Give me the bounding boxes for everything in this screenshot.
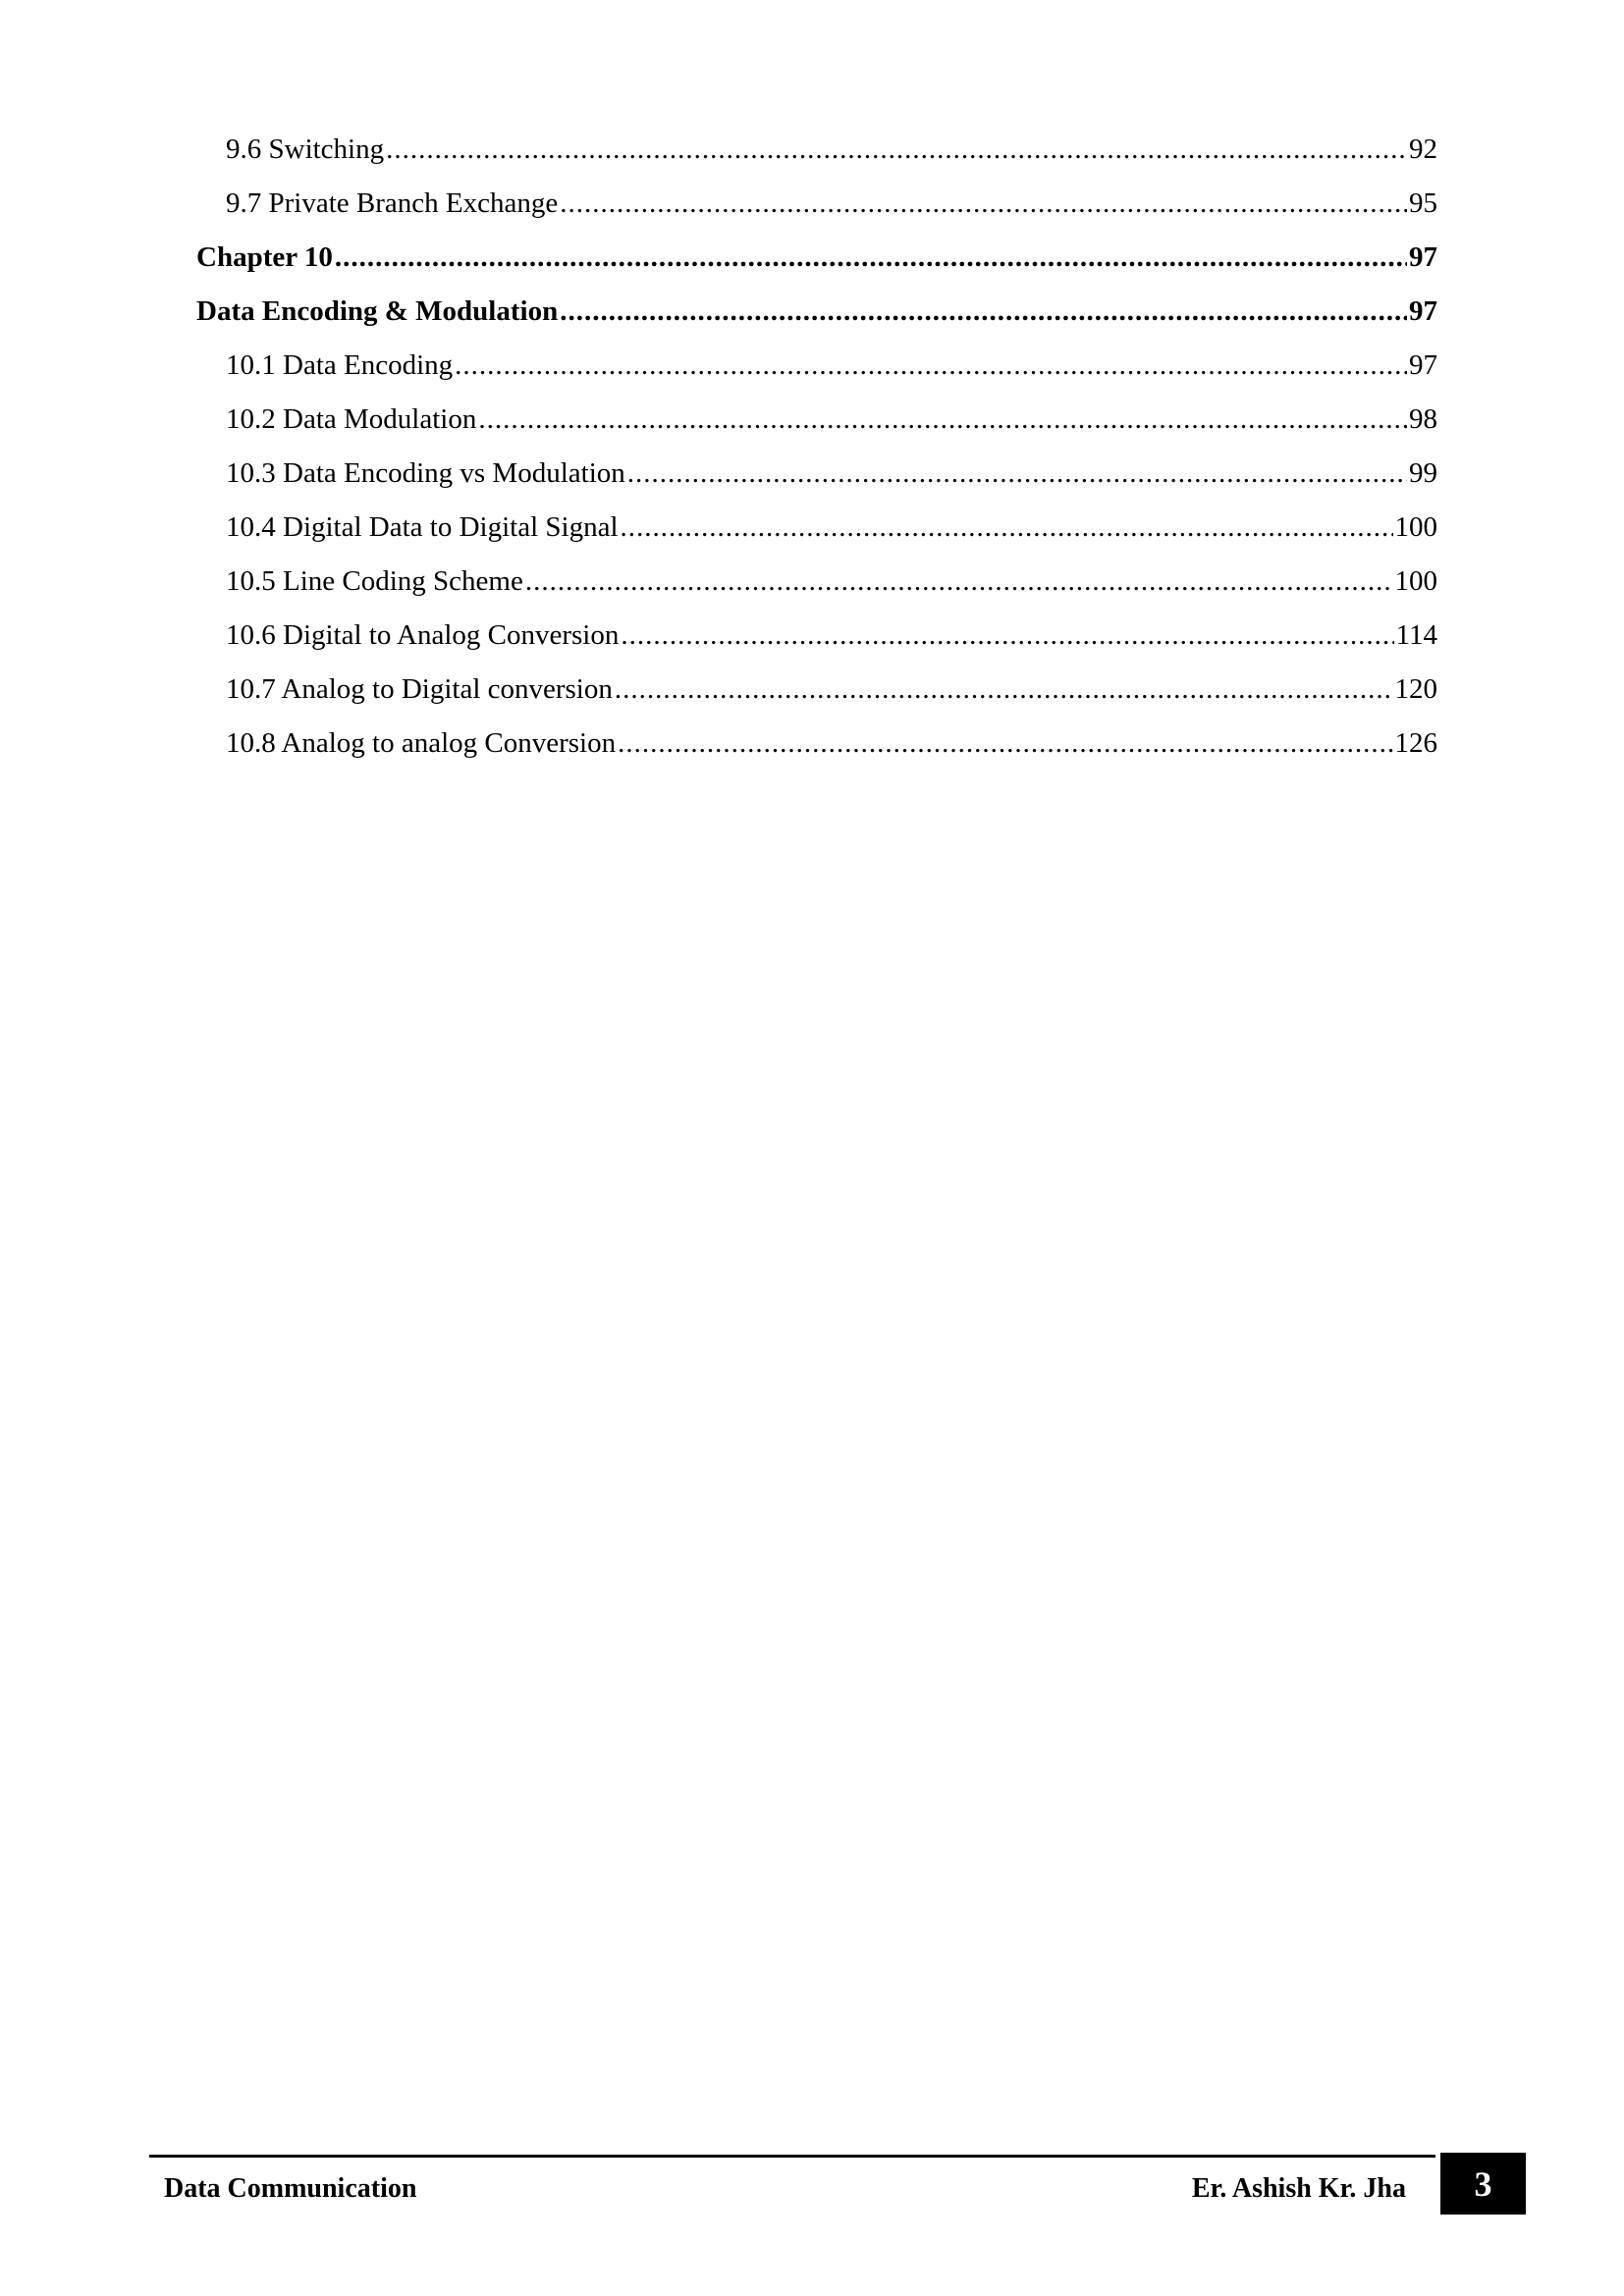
toc-entry-page: 100 bbox=[1394, 511, 1437, 543]
toc-leader-dots bbox=[478, 403, 1407, 436]
toc-entry-page: 114 bbox=[1395, 619, 1437, 651]
toc-entry-page: 120 bbox=[1394, 673, 1437, 705]
toc-entry[interactable] bbox=[196, 241, 1437, 295]
footer-divider bbox=[149, 2155, 1435, 2158]
toc-entry-title: Data Encoding & Modulation bbox=[196, 295, 559, 327]
toc-leader-dots bbox=[560, 187, 1407, 220]
table-of-contents bbox=[196, 133, 1437, 781]
toc-entry-page: 126 bbox=[1394, 727, 1437, 759]
toc-entry[interactable] bbox=[196, 727, 1437, 781]
toc-leader-dots bbox=[560, 295, 1407, 328]
toc-leader-dots bbox=[525, 565, 1393, 598]
toc-leader-dots bbox=[615, 673, 1393, 706]
toc-entry-page: 92 bbox=[1409, 133, 1437, 165]
toc-leader-dots bbox=[455, 349, 1407, 382]
toc-entry-title: 10.5 Line Coding Scheme bbox=[226, 565, 523, 597]
toc-entry[interactable] bbox=[196, 187, 1437, 241]
toc-entry-title: 9.6 Switching bbox=[226, 133, 385, 165]
toc-entry-title: Chapter 10 bbox=[196, 241, 333, 273]
toc-entry-page: 97 bbox=[1409, 241, 1437, 273]
toc-entry-title: 10.8 Analog to analog Conversion bbox=[226, 727, 617, 759]
toc-entry-page: 97 bbox=[1409, 349, 1437, 381]
toc-entry[interactable] bbox=[196, 133, 1437, 187]
toc-leader-dots bbox=[621, 619, 1393, 652]
toc-entry-page: 97 bbox=[1409, 295, 1437, 327]
toc-entry[interactable] bbox=[196, 349, 1437, 403]
toc-leader-dots bbox=[335, 241, 1407, 274]
footer-book-title: Data Communication bbox=[164, 2173, 417, 2204]
toc-entry-page: 98 bbox=[1409, 403, 1437, 435]
toc-entry-title: 10.2 Data Modulation bbox=[226, 403, 477, 435]
toc-entry-title: 10.1 Data Encoding bbox=[226, 349, 454, 381]
toc-leader-dots bbox=[627, 457, 1407, 490]
toc-leader-dots bbox=[618, 727, 1392, 760]
toc-entry-title: 10.6 Digital to Analog Conversion bbox=[226, 619, 620, 651]
toc-entry-title: 10.7 Analog to Digital conversion bbox=[226, 673, 613, 705]
toc-entry-page: 100 bbox=[1394, 565, 1437, 597]
toc-leader-dots bbox=[621, 511, 1393, 544]
footer-author: Er. Ashish Kr. Jha bbox=[1191, 2173, 1406, 2204]
toc-entry-page: 95 bbox=[1409, 187, 1437, 219]
toc-entry[interactable] bbox=[196, 619, 1437, 673]
toc-entry[interactable] bbox=[196, 403, 1437, 457]
toc-entry-page: 99 bbox=[1409, 457, 1437, 489]
toc-entry[interactable] bbox=[196, 457, 1437, 511]
toc-entry-title: 9.7 Private Branch Exchange bbox=[226, 187, 559, 219]
toc-entry-title: 10.4 Digital Data to Digital Signal bbox=[226, 511, 619, 543]
toc-leader-dots bbox=[386, 133, 1407, 166]
toc-entry[interactable] bbox=[196, 565, 1437, 619]
toc-entry[interactable] bbox=[196, 673, 1437, 727]
toc-entry-title: 10.3 Data Encoding vs Modulation bbox=[226, 457, 625, 489]
page-number: 3 bbox=[1474, 2163, 1492, 2204]
toc-entry[interactable] bbox=[196, 295, 1437, 349]
page-number-badge bbox=[1440, 2153, 1526, 2215]
toc-entry[interactable] bbox=[196, 511, 1437, 565]
